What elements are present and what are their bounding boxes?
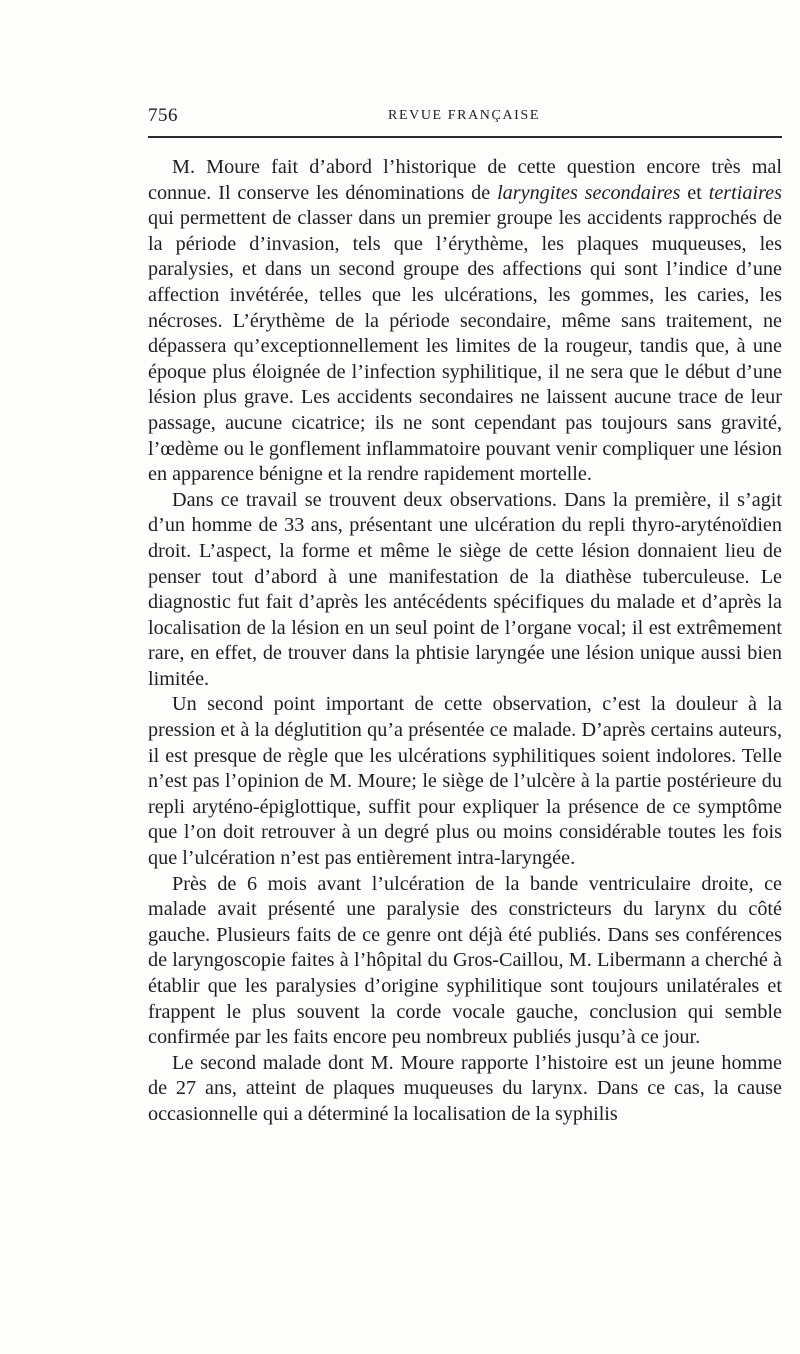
paragraph-1-continuation: qui permettent de classer dans un premier groupe les accidents rapprochés de la période d’invasion, tels que l’érythème, les plaques muqueuses, les paralysies, et dans un second groupe des affections qui sont l’indice d’une affection invétérée, telles que les ulcérations, les gommes, les caries, les nécroses. L’érythème de la période secondaire, même sans traitement, ne dépassera qu’exceptionnellement les limites de la rougeur, tandis que, à une époque plus éloignée de l’infection syphilitique, il ne sera que le début d’une lésion plus grave. Les accidents secondaires ne laissent aucune trace de leur passage, aucune cicatrice; ils ne sont cependant pas toujours sans gravité, l’œdème ou le gonflement inflammatoire pouvant venir compliquer une lésion en apparence bénigne et la rendre rapidement mortelle.	[148, 207, 782, 486]
paragraph-2: Dans ce travail se trouvent deux observations. Dans la première, il s’agit d’un homme de 33 ans, présentant une ulcération du repli thyro-aryténoïdien droit. L’aspect, la forme et même le siège de cette lésion donnaient lieu de penser tout d’abord à une manifestation de la diathèse tuberculeuse. Le diagnostic fut fait d’après les antécédents spécifiques du malade et d’après la localisation de la lésion en un seul point de l’organe vocal; il est extrêmement rare, en effet, de trouver dans la phtisie laryngée une lésion unique aussi bien limitée.	[148, 488, 782, 690]
paragraph-1-text: M. Moure fait d’abord l’historique de cette question encore très mal connue. Il conserve les dénominations de	[148, 156, 782, 204]
paragraph-3: Un second point important de cette observation, c’est la douleur à la pression et à la déglutition qu’a présentée ce malade. D’après certains auteurs, il est presque de règle que les ulcérations syphilitiques soient indolores. Telle n’est pas l’opinion de M. Moure; le siège de l’ulcère à la partie postérieure du repli aryténo-épiglottique, suffit pour expliquer la présence de ce symptôme que l’on doit retrouver à un degré plus ou moins considérable toutes les fois que l’ulcération n’est pas entièrement intra-laryngée.	[148, 693, 782, 870]
italic-term-tertiaires: tertiaires	[708, 181, 782, 204]
paragraph-1	[148, 155, 782, 488]
header-rule	[148, 136, 782, 138]
paragraph-5: Le second malade dont M. Moure rapporte l’histoire est un jeune homme de 27 ans, atteint de plaques muqueuses du larynx. Dans ce cas, la cause occasionnelle qui a déterminé la localisation de la syphilis	[148, 1051, 782, 1125]
paragraph-4: Près de 6 mois avant l’ulcération de la bande ventriculaire droite, ce malade avait présenté une paralysie des constricteurs du larynx du côté gauche. Plusieurs faits de ce genre ont déjà été publiés. Dans ses conférences de laryngoscopie faites à l’hôpital du Gros-Caillou, M. Libermann a cherché à établir que les paralysies d’origine syphilitique sont toujours unilatérales et frappent le plus souvent la corde vocale gauche, conclusion qui semble confirmée par les faits encore peu nombreux publiés jusqu’à ce jour.	[148, 872, 782, 1049]
paragraph-1-connector: et	[680, 181, 709, 204]
journal-title: REVUE FRANÇAISE	[388, 108, 540, 123]
running-head	[148, 105, 780, 131]
italic-term-laryngites-secondaires: laryngites secondaires	[497, 181, 681, 204]
page-number: 756	[148, 105, 178, 126]
article-body	[148, 155, 782, 1128]
